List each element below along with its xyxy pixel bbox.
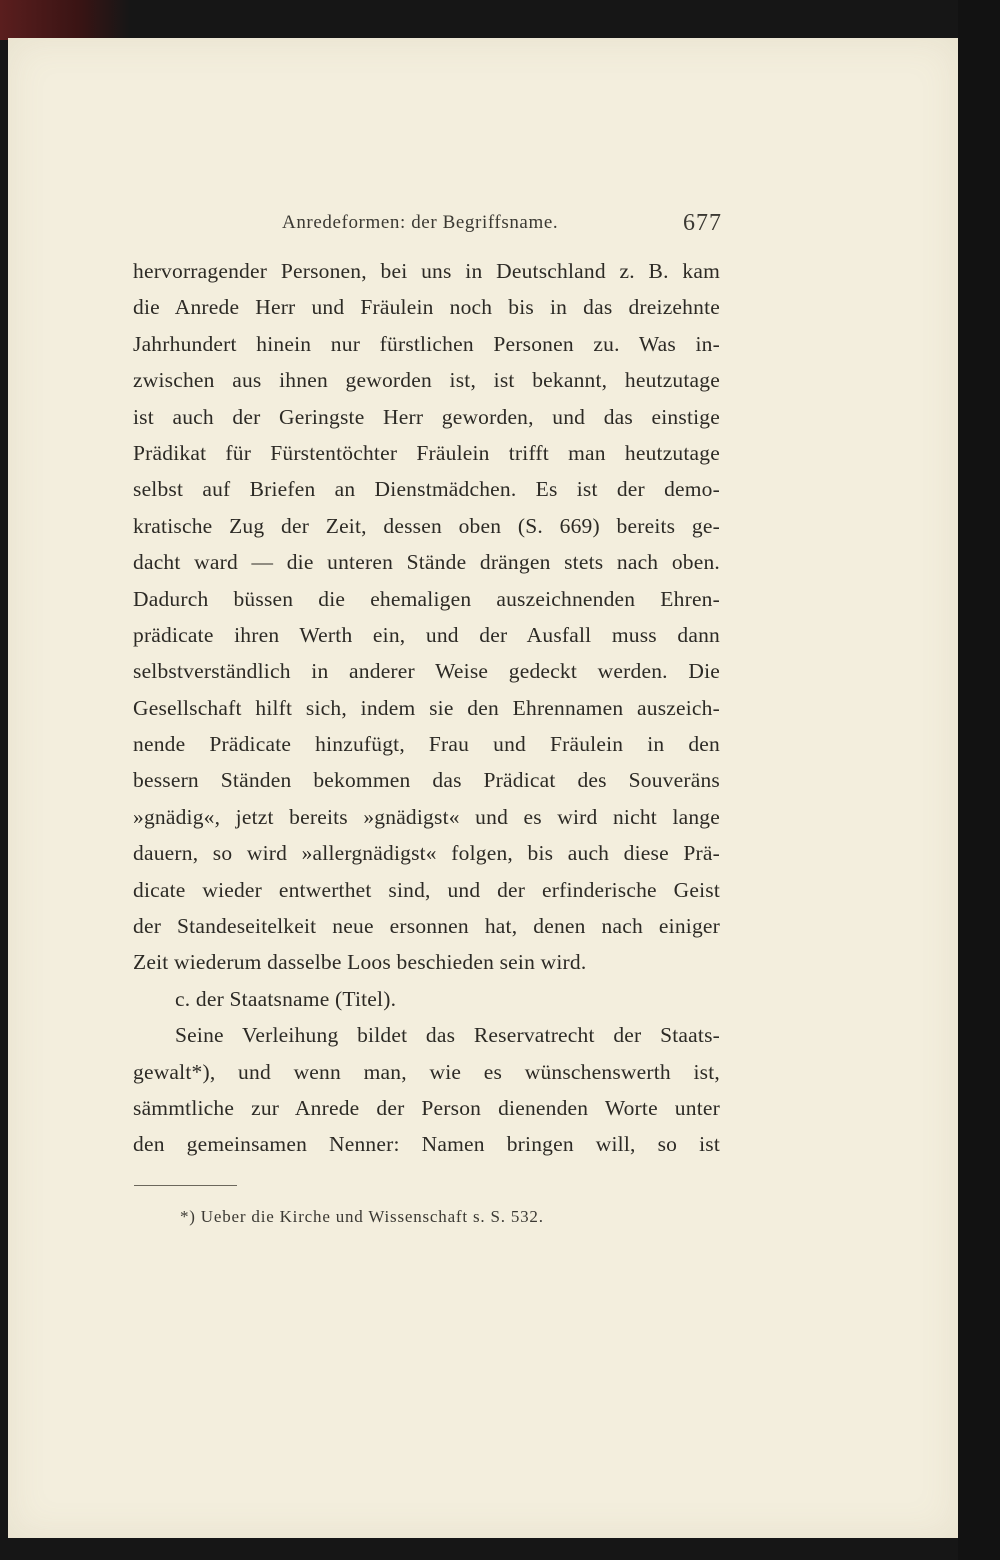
text-line: sämmtliche zur Anrede der Person dienenden Worte unter — [133, 1095, 720, 1120]
text-line: ist auch der Geringste Herr geworden, und das einstige — [133, 404, 720, 429]
text-line: der Standeseitelkeit neue ersonnen hat, denen nach einiger — [133, 914, 720, 939]
scan-background-strip — [958, 0, 1000, 1560]
text-line: hervorragender Personen, bei uns in Deutschland z. B. kam — [133, 259, 720, 283]
page-number: 677 — [683, 210, 722, 236]
text-line: den gemeinsamen Nenner: Namen bringen will, so ist — [133, 1132, 720, 1157]
text-line: Gesellschaft hilft sich, indem sie den Ehrennamen auszeich- — [133, 695, 720, 720]
cover-edge — [0, 0, 130, 40]
text-line: Jahrhundert hinein nur fürstlichen Personen zu. Was in- — [133, 331, 720, 356]
text-line: dicate wieder entwerthet sind, und der erfinderische Geist — [133, 877, 720, 902]
text-line: Dadurch büssen die ehemaligen auszeichnenden Ehren- — [133, 586, 720, 611]
text-line: Seine Verleihung bildet das Reservatrecht der Staats- — [175, 1023, 720, 1048]
text-line: kratische Zug der Zeit, dessen oben (S. 669) bereits ge- — [133, 513, 720, 538]
text-line: die Anrede Herr und Fräulein noch bis in das dreizehnte — [133, 295, 720, 320]
running-head — [282, 210, 722, 238]
footnote: *) Ueber die Kirche und Wissenschaft s. S. 532. — [180, 1207, 544, 1226]
text-line: dacht ward — die unteren Stände drängen stets nach oben. — [133, 550, 720, 575]
text-line: bessern Ständen bekommen das Prädicat des Souveräns — [133, 768, 720, 793]
text-line: nende Prädicate hinzufügt, Frau und Fräulein in den — [133, 732, 720, 757]
body-text — [133, 253, 720, 1163]
text-line: selbstverständlich in anderer Weise gedeckt werden. Die — [133, 659, 720, 684]
text-line: Prädikat für Fürstentöchter Fräulein trifft man heutzutage — [133, 440, 720, 465]
text-line: »gnädig«, jetzt bereits »gnädigst« und es wird nicht lange — [133, 804, 720, 829]
text-line: zwischen aus ihnen geworden ist, ist bekannt, heutzutage — [133, 368, 720, 393]
text-line: dauern, so wird »allergnädigst« folgen, bis auch diese Prä- — [133, 841, 720, 866]
running-title: Anredeformen: der Begriffsname. — [282, 212, 559, 233]
section-heading: c. der Staatsname (Titel). — [175, 986, 397, 1011]
text-line: prädicate ihren Werth ein, und der Ausfall muss dann — [133, 622, 720, 647]
text-line: Zeit wiederum dasselbe Loos beschieden sein wird. — [133, 950, 587, 975]
text-line: gewalt*), und wenn man, wie es wünschenswerth ist, — [133, 1059, 720, 1084]
footnote-rule — [134, 1185, 237, 1186]
text-line: selbst auf Briefen an Dienstmädchen. Es ist der demo- — [133, 477, 720, 502]
